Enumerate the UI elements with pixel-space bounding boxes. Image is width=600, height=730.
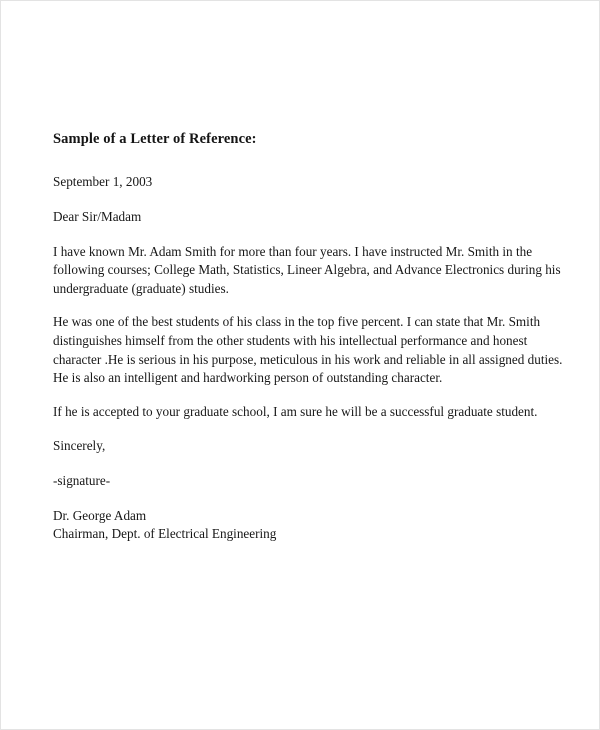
letter-salutation: Dear Sir/Madam (53, 208, 142, 224)
signer-title: Chairman, Dept. of Electrical Engineering (53, 526, 277, 542)
spacer-after-title (53, 148, 563, 173)
spacer-after-paragraph-2 (53, 388, 563, 403)
letter-body (53, 131, 563, 544)
signature-placeholder: -signature- (53, 472, 111, 488)
spacer-after-closing (53, 456, 563, 472)
spacer-after-paragraph-1 (53, 298, 563, 313)
letter-date: September 1, 2003 (53, 174, 153, 190)
letter-paragraph-1: I have known Mr. Adam Smith for more than four years. I have instructed Mr. Smith in the following courses; College Math, Statistics, Lineer Algebra, and Advance Electronics during his undergraduate (graduate) studies. (53, 243, 561, 296)
page-title: Sample of a Letter of Reference: (53, 131, 257, 147)
spacer-after-paragraph-3 (53, 421, 563, 437)
letter-closing: Sincerely, (53, 438, 106, 454)
letter-paragraph-3: If he is accepted to your graduate school, I am sure he will be a successful graduate student. (53, 403, 538, 419)
spacer-after-date (53, 192, 563, 208)
spacer-after-salutation (53, 227, 563, 243)
spacer-after-signature (53, 491, 563, 507)
signer-name: Dr. George Adam (53, 507, 147, 523)
letter-paragraph-2: He was one of the best students of his class in the top five percent. I can state that Mr. Smith distinguishes himself from the other students with his intellectual performance and honest character .He is serious in his purpose, meticulous in his work and reliable in all assigned duties. He is also an intelligent and hardworking person of outstanding character. (53, 314, 563, 386)
